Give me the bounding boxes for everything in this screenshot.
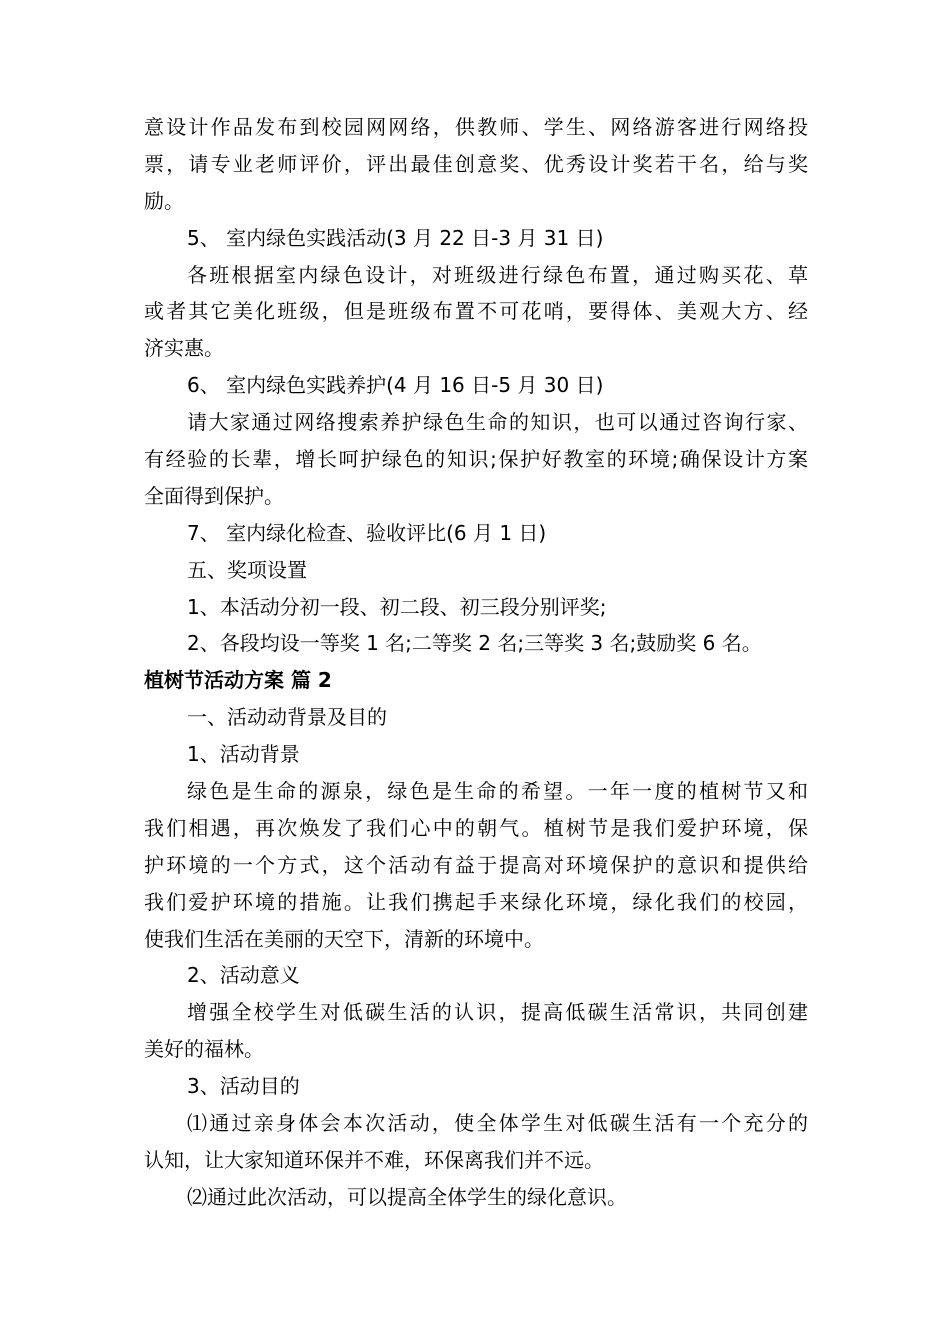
subsection-heading: 2、活动意义 (187, 963, 300, 988)
subsection-heading: 3、活动目的 (187, 1074, 300, 1099)
text-line: 励。 (144, 188, 184, 213)
text-line: 护环境的一个方式，这个活动有益于提高对环境保护的意识和提供给 (144, 852, 808, 877)
document-heading: 植树节活动方案 篇 2 (144, 668, 332, 693)
text-line: 济实惠。 (144, 336, 224, 361)
text-line: 增强全校学生对低碳生活的认识，提高低碳生活常识，共同创建 (187, 1000, 808, 1025)
list-item: 1、本活动分初一段、初二段、初三段分别评奖; (187, 594, 607, 619)
list-item: 7、 室内绿化检查、验收评比(6 月 1 日) (187, 520, 547, 545)
text-line: 我们相遇，再次焕发了我们心中的朝气。植树节是我们爱护环境，保 (144, 815, 808, 840)
text-line: 请大家通过网络搜索养护绿色生命的知识，也可以通过咨询行家、 (187, 410, 808, 435)
document-body (144, 109, 808, 1216)
text-line: 美好的福林。 (144, 1037, 264, 1062)
text-line: ⑵通过此次活动，可以提高全体学生的绿化意识。 (187, 1184, 627, 1209)
list-item: 2、各段均设一等奖 1 名;二等奖 2 名;三等奖 3 名;鼓励奖 6 名。 (187, 631, 762, 656)
text-line: 认知，让大家知道环保并不难，环保离我们并不远。 (144, 1147, 604, 1172)
text-line: 绿色是生命的源泉，绿色是生命的希望。一年一度的植树节又和 (187, 779, 808, 804)
text-line: 票，请专业老师评价，评出最佳创意奖、优秀设计奖若干名，给与奖 (144, 151, 808, 176)
list-item: 5、 室内绿色实践活动(3 月 22 日-3 月 31 日) (187, 225, 604, 250)
text-line: 全面得到保护。 (144, 483, 284, 508)
text-line: 或者其它美化班级，但是班级布置不可花哨，要得体、美观大方、经 (144, 299, 808, 324)
text-line: 意设计作品发布到校园网网络，供教师、学生、网络游客进行网络投 (144, 115, 808, 139)
list-item: 6、 室内绿色实践养护(4 月 16 日-5 月 30 日) (187, 373, 604, 398)
section-heading: 五、奖项设置 (187, 557, 307, 582)
text-line: 各班根据室内绿色设计，对班级进行绿色布置，通过购买花、草 (187, 262, 808, 287)
text-line: ⑴通过亲身体会本次活动，使全体学生对低碳生活有一个充分的 (187, 1111, 808, 1136)
subsection-heading: 1、活动背景 (187, 742, 300, 767)
text-line: 有经验的长辈，增长呵护绿色的知识;保护好教室的环境;确保设计方案 (144, 447, 808, 472)
text-line: 使我们生活在美丽的天空下，清新的环境中。 (144, 926, 544, 951)
text-line: 我们爱护环境的措施。让我们携起手来绿化环境，绿化我们的校园， (144, 889, 808, 914)
section-heading: 一、活动动背景及目的 (187, 705, 387, 730)
